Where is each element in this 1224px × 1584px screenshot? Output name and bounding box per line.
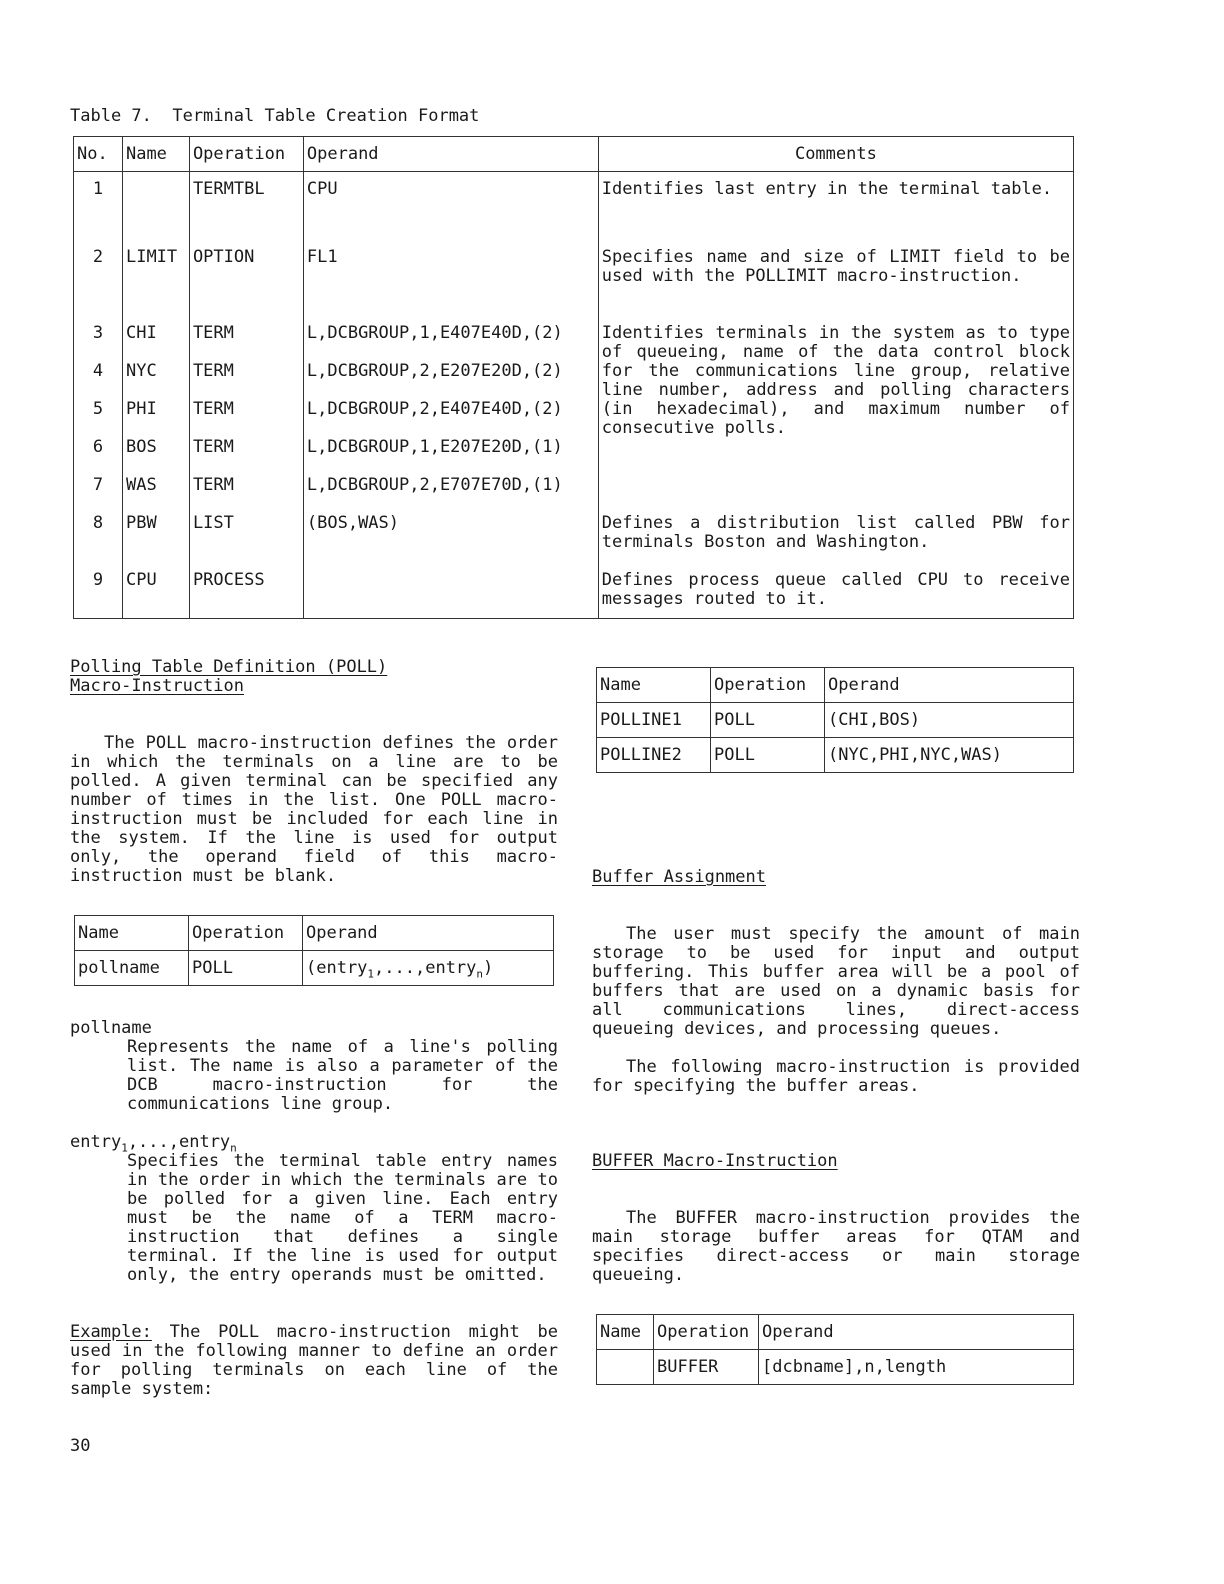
cell-operand (303, 951, 554, 986)
header-operand: Operand (303, 916, 554, 951)
cell-name: NYC (122, 362, 189, 400)
cell-operation: LIST (189, 514, 303, 571)
cell-operand: (BOS,WAS) (303, 514, 598, 571)
cell-comment: Defines a distribution list called PBW for terminals Boston and Washington. (598, 514, 1073, 571)
cell-comment: Identifies last entry in the terminal table. (598, 172, 1073, 248)
cell-no: 7 (74, 476, 123, 514)
buffer-paragraph-1: The user must specify the amount of main storage to be used for input and output buffering. This buffer area will be a pool of buffers that are used on a dynamic basis for all communications lines, direct-access queueing devices, and processing queues. (592, 924, 1080, 1039)
header-name: Name (597, 1315, 654, 1350)
cell-name: WAS (122, 476, 189, 514)
cell-operand (303, 571, 598, 619)
table-header-row (74, 137, 1074, 172)
cell-operation: POLL (189, 951, 303, 986)
header-operation: Operation (711, 668, 825, 703)
cell-name: BOS (122, 438, 189, 476)
cell-operand: L,DCBGROUP,2,E407E40D,(2) (303, 400, 598, 438)
cell-operation: TERM (189, 362, 303, 400)
header-name: Name (597, 668, 711, 703)
buffer-paragraph-2: The following macro-instruction is provided for specifying the buffer areas. (592, 1057, 1080, 1096)
operand-mid: ,...,entry (374, 957, 477, 978)
table-row (74, 172, 1074, 248)
section-heading-buffer-macro: BUFFER Macro-Instruction (592, 1151, 838, 1171)
cell-comment: Defines process queue called CPU to receive messages routed to it. (598, 571, 1073, 619)
table-row (597, 1350, 1074, 1385)
section-heading-poll-line2: Macro-Instruction (70, 676, 244, 696)
cell-no: 1 (74, 172, 123, 248)
table-row (74, 248, 1074, 324)
definition-text-pollname: Represents the name of a line's polling list. The name is also a parameter of the DCB macro-instruction for the communications line group. (127, 1037, 558, 1114)
cell-name: LIMIT (122, 248, 189, 324)
cell-operand: L,DCBGROUP,2,E707E70D,(1) (303, 476, 598, 514)
subscript-n: n (476, 966, 484, 980)
cell-no: 4 (74, 362, 123, 400)
cell-name (122, 172, 189, 248)
table-row (597, 703, 1074, 738)
example-label: Example: (70, 1322, 152, 1342)
table-row (74, 571, 1074, 619)
header-operand: Operand (759, 1315, 1074, 1350)
entry-term-a: entry (70, 1132, 122, 1152)
cell-operand: (CHI,BOS) (825, 703, 1074, 738)
cell-operation: TERM (189, 400, 303, 438)
cell-operation: TERMTBL (189, 172, 303, 248)
table-header-row (597, 1315, 1074, 1350)
cell-name: PHI (122, 400, 189, 438)
cell-operand: (NYC,PHI,NYC,WAS) (825, 738, 1074, 773)
poll-example-table (596, 667, 1074, 773)
entry-sub-n: n (230, 1141, 237, 1155)
buffer-macro-paragraph: The BUFFER macro-instruction provides the main storage buffer areas for QTAM and specifies direct-access or main storage queueing. (592, 1208, 1080, 1285)
cell-operation: BUFFER (654, 1350, 759, 1385)
cell-operand: L,DCBGROUP,1,E407E40D,(2) (303, 324, 598, 362)
table-caption: Table 7. Terminal Table Creation Format (70, 106, 480, 126)
header-operation: Operation (189, 137, 303, 172)
header-name: Name (75, 916, 189, 951)
cell-operation: POLL (711, 738, 825, 773)
cell-no: 8 (74, 514, 123, 571)
header-no: No. (74, 137, 123, 172)
cell-name: POLLINE1 (597, 703, 711, 738)
cell-operation: TERM (189, 476, 303, 514)
cell-name: PBW (122, 514, 189, 571)
cell-no: 3 (74, 324, 123, 362)
definition-term-entry (70, 1132, 237, 1155)
cell-operation: TERM (189, 324, 303, 362)
cell-name: pollname (75, 951, 189, 986)
cell-operand: L,DCBGROUP,1,E207E20D,(1) (303, 438, 598, 476)
header-operand: Operand (825, 668, 1074, 703)
section-heading-poll-line1: Polling Table Definition (POLL) (70, 657, 388, 677)
page-number: 30 (70, 1436, 91, 1456)
subscript-1: 1 (367, 966, 375, 980)
header-comments: Comments (598, 137, 1073, 172)
entry-sub-1: 1 (121, 1141, 128, 1155)
cell-no: 5 (74, 400, 123, 438)
definition-text-entry: Specifies the terminal table entry names in the order in which the terminals are to be polled for a given line. Each entry must be the name of a TERM macro-instruction that defines a single terminal. If the line is used for output only, the entry operands must be omitted. (127, 1151, 558, 1285)
cell-operation: TERM (189, 438, 303, 476)
cell-operation: PROCESS (189, 571, 303, 619)
table-header-row (597, 668, 1074, 703)
cell-operation: POLL (711, 703, 825, 738)
poll-intro-paragraph: The POLL macro-instruction defines the order in which the terminals on a line are to be polled. A given terminal can be specified any number of times in the list. One POLL macro-instruction must be included for each line in the system. If the line is used for output only, the operand field of this macro-instruction must be blank. (70, 733, 558, 886)
example-paragraph (70, 1323, 558, 1399)
cell-name: CHI (122, 324, 189, 362)
definition-term-pollname: pollname (70, 1018, 152, 1038)
cell-no: 9 (74, 571, 123, 619)
header-operand: Operand (303, 137, 598, 172)
table-row (74, 324, 1074, 362)
header-operation: Operation (654, 1315, 759, 1350)
cell-operand: [dcbname],n,length (759, 1350, 1074, 1385)
terminal-table (73, 136, 1074, 619)
cell-no: 2 (74, 248, 123, 324)
header-operation: Operation (189, 916, 303, 951)
cell-operand: FL1 (303, 248, 598, 324)
section-heading-buffer-assignment: Buffer Assignment (592, 867, 766, 887)
cell-operand: CPU (303, 172, 598, 248)
cell-no: 6 (74, 438, 123, 476)
cell-name: CPU (122, 571, 189, 619)
cell-operation: OPTION (189, 248, 303, 324)
cell-operand: L,DCBGROUP,2,E207E20D,(2) (303, 362, 598, 400)
cell-name (597, 1350, 654, 1385)
cell-name: POLLINE2 (597, 738, 711, 773)
table-row (597, 738, 1074, 773)
table-row (75, 951, 554, 986)
operand-close: ) (483, 957, 494, 978)
cell-comment: Specifies name and size of LIMIT field to be used with the POLLIMIT macro-instruction. (598, 248, 1073, 324)
example-text: The POLL macro-instruction might be used in the following manner to define an order for polling terminals on each line of the sample system: (70, 1322, 558, 1399)
header-name: Name (122, 137, 189, 172)
operand-open: (entry (306, 957, 368, 978)
poll-format-table (74, 915, 554, 986)
table-header-row (75, 916, 554, 951)
entry-term-b: ,...,entry (127, 1132, 231, 1152)
cell-comment: Identifies terminals in the system as to type of queueing, name of the data control block for the communications line group, relative line number, address and polling characters (in hexadecimal), and maximum number of consecutive polls. (598, 324, 1073, 514)
table-row (74, 514, 1074, 571)
buffer-format-table (596, 1314, 1074, 1385)
